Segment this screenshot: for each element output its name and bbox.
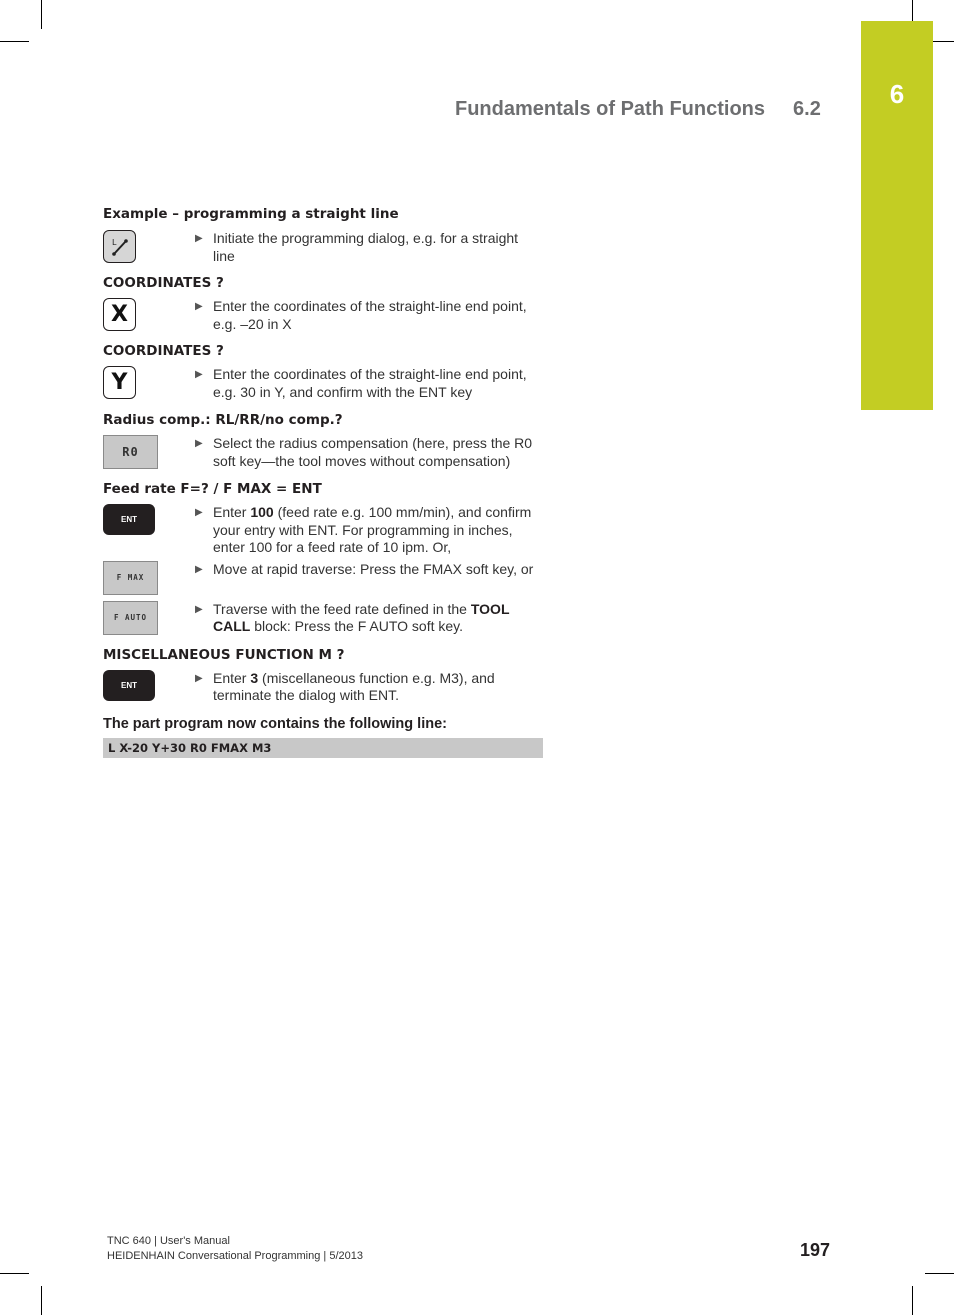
y-axis-key[interactable]: Y: [103, 366, 136, 399]
chapter-number: 6: [889, 79, 905, 109]
section-number: 6.2: [793, 98, 821, 120]
ent-key[interactable]: ENT: [103, 670, 155, 701]
crop-mark: [912, 0, 913, 21]
dialog-prompt: Feed rate F=? / F MAX = ENT: [103, 481, 322, 497]
result-heading: The part program now contains the following line:: [103, 715, 447, 732]
footer: [107, 1234, 363, 1263]
bullet-icon: ▶: [195, 438, 203, 449]
step-text: Enter 100 (feed rate e.g. 100 mm/min), and confirm your entry with ENT. For programming in inches, enter 100 for a feed rate of 10 ipm. Or,: [213, 504, 532, 555]
step-x-coordinate: [103, 298, 543, 333]
crop-mark: [912, 1286, 913, 1315]
straight-line-key[interactable]: [103, 230, 136, 263]
step-fmax: [103, 561, 543, 595]
dialog-prompt: MISCELLANEOUS FUNCTION M ?: [103, 646, 345, 663]
crop-mark: [41, 1286, 42, 1315]
step-text: Initiate the programming dialog, e.g. for a straight line: [213, 230, 519, 264]
fauto-soft-key[interactable]: F AUTO: [103, 601, 158, 635]
step-radius-comp: [103, 435, 543, 470]
r0-soft-key[interactable]: R0: [103, 435, 158, 469]
step-initiate: [103, 230, 543, 265]
ent-key[interactable]: ENT: [103, 504, 155, 535]
step-text: Traverse with the feed rate defined in the TOOL CALL block: Press the F AUTO soft key.: [213, 600, 510, 634]
step-text: Enter the coordinates of the straight-line end point, e.g. 30 in Y, and confirm with the ENT key: [213, 366, 527, 400]
bullet-icon: ▶: [195, 563, 203, 575]
bullet-icon: ▶: [195, 369, 203, 380]
dialog-prompt: COORDINATES ?: [103, 343, 224, 359]
nc-program-line: L X-20 Y+30 R0 FMAX M3: [103, 738, 543, 758]
bullet-icon: ▶: [195, 672, 203, 684]
main-content: [103, 206, 543, 758]
fmax-soft-key[interactable]: F MAX: [103, 561, 158, 595]
section-title: Fundamentals of Path Functions: [455, 98, 766, 120]
x-axis-key[interactable]: X: [103, 298, 136, 331]
bullet-icon: ▶: [195, 507, 203, 518]
step-y-coordinate: [103, 366, 543, 401]
dialog-prompt: COORDINATES ?: [103, 275, 224, 291]
running-head: [455, 98, 821, 121]
crop-mark: [41, 0, 42, 29]
step-fauto: [103, 601, 543, 636]
crop-mark: [0, 1273, 29, 1274]
straight-line-icon: [109, 236, 131, 258]
footer-publisher: HEIDENHAIN Conversational Programming | 5/2013: [107, 1249, 363, 1262]
step-misc-function: [103, 670, 543, 705]
step-text: Enter 3 (miscellaneous function e.g. M3), and terminate the dialog with ENT.: [213, 669, 495, 703]
step-text: Enter the coordinates of the straight-line end point, e.g. –20 in X: [213, 298, 527, 332]
svg-text:L: L: [111, 237, 116, 247]
page-number: 197: [800, 1240, 831, 1260]
example-heading: Example – programming a straight line: [103, 206, 399, 222]
step-text: Move at rapid traverse: Press the FMAX soft key, or: [213, 560, 534, 577]
dialog-prompt: Radius comp.: RL/RR/no comp.?: [103, 412, 343, 428]
bullet-icon: ▶: [195, 603, 203, 615]
chapter-tab: [861, 21, 933, 410]
step-text: Select the radius compensation (here, press the R0 soft key—the tool moves without compensation): [213, 435, 533, 469]
crop-mark: [0, 41, 29, 42]
crop-mark: [933, 41, 954, 42]
bullet-icon: ▶: [195, 233, 203, 244]
crop-mark: [925, 1273, 954, 1274]
step-feed-rate: [103, 504, 543, 557]
bullet-icon: ▶: [195, 301, 203, 312]
footer-manual: TNC 640 | User's Manual: [107, 1235, 230, 1247]
